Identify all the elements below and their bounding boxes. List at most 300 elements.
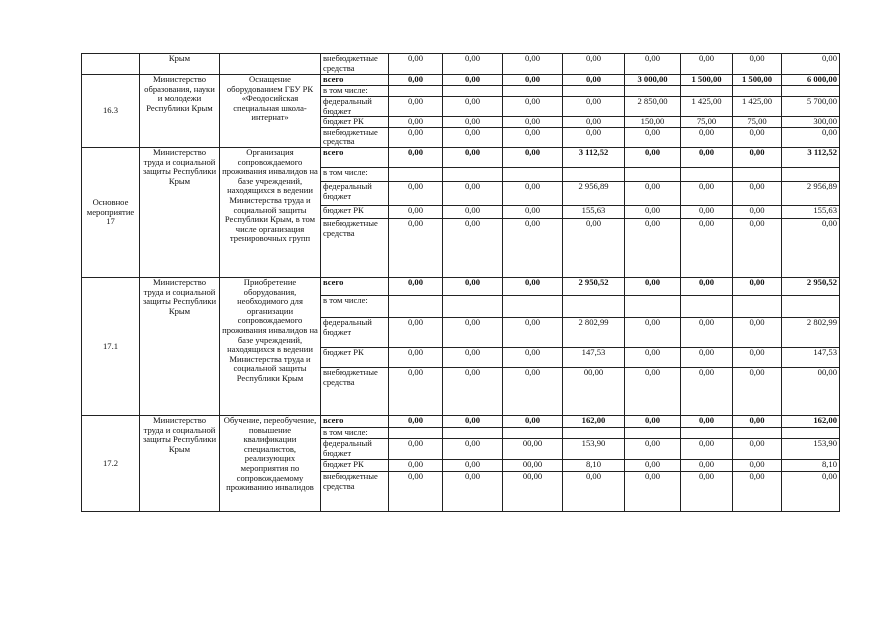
year-value-cell bbox=[681, 277, 733, 295]
year-value: 0,00 bbox=[524, 147, 541, 157]
year-value-cell bbox=[681, 97, 733, 117]
year-value-cell bbox=[733, 97, 782, 117]
year-value: 0,00 bbox=[698, 127, 715, 137]
item-number-cell bbox=[82, 277, 140, 415]
year-value-cell bbox=[625, 427, 681, 438]
year-value-cell bbox=[625, 218, 681, 277]
year-value-cell bbox=[563, 415, 625, 427]
year-value: 0,00 bbox=[698, 471, 715, 481]
funding-source-label: федеральный бюджет bbox=[323, 96, 372, 116]
funding-source-label: бюджет РК bbox=[323, 116, 364, 127]
year-value: 0,00 bbox=[464, 317, 481, 327]
table-body bbox=[82, 54, 840, 512]
year-value-cell bbox=[681, 86, 733, 97]
funding-source-label: всего bbox=[323, 147, 344, 157]
year-value-cell bbox=[681, 117, 733, 128]
funding-source-cell bbox=[321, 167, 389, 181]
year-value-cell bbox=[563, 147, 625, 167]
funding-source-label: бюджет РК bbox=[323, 205, 364, 215]
year-value-cell bbox=[733, 205, 782, 218]
year-value-cell bbox=[563, 367, 625, 415]
year-value-cell bbox=[625, 459, 681, 471]
total-value-cell bbox=[782, 181, 840, 205]
year-value-cell bbox=[563, 347, 625, 367]
year-value-cell bbox=[443, 75, 503, 86]
year-value: 0,00 bbox=[698, 367, 715, 377]
year-value: 0,00 bbox=[524, 116, 541, 127]
year-value-cell bbox=[443, 54, 503, 75]
funding-source-cell bbox=[321, 471, 389, 511]
year-value: 0,00 bbox=[464, 147, 481, 157]
year-value: 0,00 bbox=[407, 181, 424, 191]
year-value: 00,00 bbox=[522, 459, 543, 469]
year-value-cell bbox=[563, 127, 625, 147]
year-value: 0,00 bbox=[698, 317, 715, 327]
year-value: 8,10 bbox=[585, 459, 602, 469]
funding-source-label: всего bbox=[323, 277, 344, 287]
year-value: 00,00 bbox=[583, 367, 604, 377]
year-value-cell bbox=[625, 347, 681, 367]
funding-source-cell bbox=[321, 117, 389, 128]
executor-text: Министерство труда и социальной защиты Республики Крым bbox=[142, 277, 217, 316]
year-value-cell bbox=[681, 167, 733, 181]
funding-source-label: бюджет РК bbox=[323, 459, 364, 469]
total-value: 8,10 bbox=[821, 459, 837, 469]
year-value-cell bbox=[503, 75, 563, 86]
year-value: 0,00 bbox=[644, 147, 661, 157]
year-value: 0,00 bbox=[644, 415, 661, 425]
year-value-cell bbox=[625, 295, 681, 317]
year-value-cell bbox=[681, 218, 733, 277]
year-value: 0,00 bbox=[524, 74, 541, 84]
total-value-cell bbox=[782, 218, 840, 277]
year-value: 0,00 bbox=[644, 471, 661, 481]
total-value: 5 700,00 bbox=[806, 96, 837, 106]
year-value: 00,00 bbox=[522, 438, 543, 448]
year-value: 0,00 bbox=[644, 218, 661, 228]
year-value-cell bbox=[443, 127, 503, 147]
year-value: 0,00 bbox=[698, 277, 715, 287]
total-value-cell bbox=[782, 295, 840, 317]
year-value-cell bbox=[389, 347, 443, 367]
year-value-cell bbox=[563, 471, 625, 511]
year-value-cell bbox=[625, 367, 681, 415]
year-value-cell bbox=[563, 295, 625, 317]
year-value: 0,00 bbox=[585, 53, 602, 63]
year-value-cell bbox=[443, 97, 503, 117]
year-value: 0,00 bbox=[644, 277, 661, 287]
year-value-cell bbox=[389, 277, 443, 295]
year-value-cell bbox=[563, 317, 625, 347]
funding-source-cell bbox=[321, 97, 389, 117]
activity-cell bbox=[220, 75, 321, 148]
year-value: 0,00 bbox=[464, 181, 481, 191]
year-value: 1 500,00 bbox=[691, 74, 722, 84]
item-number-cell bbox=[82, 147, 140, 277]
year-value-cell bbox=[443, 438, 503, 459]
total-value-cell bbox=[782, 459, 840, 471]
year-value: 0,00 bbox=[524, 181, 541, 191]
year-value: 0,00 bbox=[524, 53, 541, 63]
year-value: 0,00 bbox=[524, 205, 541, 215]
year-value-cell bbox=[733, 367, 782, 415]
year-value-cell bbox=[503, 218, 563, 277]
executor-cell bbox=[140, 54, 220, 75]
year-value-cell bbox=[389, 127, 443, 147]
funding-source-label: внебюджетные средства bbox=[323, 127, 378, 147]
year-value: 0,00 bbox=[585, 218, 602, 228]
year-value: 0,00 bbox=[464, 415, 481, 425]
year-value-cell bbox=[389, 218, 443, 277]
total-value: 2 950,52 bbox=[806, 277, 837, 287]
total-value: 155,63 bbox=[813, 205, 837, 215]
year-value: 0,00 bbox=[524, 317, 541, 327]
year-value: 0,00 bbox=[749, 277, 765, 287]
year-value-cell bbox=[681, 75, 733, 86]
year-value-cell bbox=[681, 205, 733, 218]
year-value-cell bbox=[563, 427, 625, 438]
year-value-cell bbox=[681, 181, 733, 205]
executor-cell bbox=[140, 415, 220, 511]
year-value: 0,00 bbox=[749, 459, 765, 469]
funding-source-label: внебюджетные средства bbox=[323, 53, 378, 73]
year-value-cell bbox=[443, 205, 503, 218]
year-value: 0,00 bbox=[464, 127, 481, 137]
activity-text: Приобретение оборудования, необходимого для организации сопровождаемого проживания инвалидов на базе учреждений, находящихся в ведении Министерства труда и социальной защиты Республики Крым bbox=[222, 277, 318, 383]
year-value: 2 850,00 bbox=[637, 96, 668, 106]
item-number-text: Основное мероприятие 17 bbox=[86, 197, 135, 227]
year-value: 3 112,52 bbox=[578, 147, 609, 157]
year-value-cell bbox=[389, 459, 443, 471]
year-value-cell bbox=[503, 471, 563, 511]
funding-source-cell bbox=[321, 205, 389, 218]
year-value: 0,00 bbox=[464, 74, 481, 84]
year-value: 0,00 bbox=[698, 53, 715, 63]
year-value-cell bbox=[733, 438, 782, 459]
year-value-cell bbox=[389, 147, 443, 167]
year-value-cell bbox=[681, 415, 733, 427]
year-value: 0,00 bbox=[698, 347, 715, 357]
year-value: 0,00 bbox=[407, 205, 424, 215]
funding-source-cell bbox=[321, 277, 389, 295]
year-value: 0,00 bbox=[644, 317, 661, 327]
year-value-cell bbox=[443, 347, 503, 367]
total-value: 0,00 bbox=[821, 53, 837, 63]
year-value-cell bbox=[563, 181, 625, 205]
total-value-cell bbox=[782, 347, 840, 367]
year-value-cell bbox=[733, 277, 782, 295]
executor-cell bbox=[140, 75, 220, 148]
year-value-cell bbox=[681, 459, 733, 471]
executor-text: Крым bbox=[168, 53, 191, 63]
year-value-cell bbox=[443, 277, 503, 295]
executor-text: Министерство труда и социальной защиты Республики Крым bbox=[142, 147, 217, 186]
year-value: 0,00 bbox=[644, 438, 661, 448]
year-value-cell bbox=[389, 317, 443, 347]
total-value: 00,00 bbox=[817, 367, 837, 377]
year-value: 0,00 bbox=[698, 218, 715, 228]
year-value-cell bbox=[503, 54, 563, 75]
year-value-cell bbox=[503, 367, 563, 415]
year-value: 1 425,00 bbox=[741, 96, 773, 106]
year-value-cell bbox=[389, 295, 443, 317]
year-value-cell bbox=[625, 471, 681, 511]
activity-cell bbox=[220, 415, 321, 511]
year-value: 0,00 bbox=[698, 181, 715, 191]
year-value-cell bbox=[563, 75, 625, 86]
activity-cell bbox=[220, 277, 321, 415]
year-value-cell bbox=[443, 459, 503, 471]
year-value-cell bbox=[681, 427, 733, 438]
year-value-cell bbox=[389, 97, 443, 117]
year-value-cell bbox=[681, 295, 733, 317]
year-value-cell bbox=[733, 427, 782, 438]
year-value: 0,00 bbox=[407, 218, 424, 228]
year-value: 0,00 bbox=[644, 367, 661, 377]
year-value-cell bbox=[443, 415, 503, 427]
year-value-cell bbox=[625, 117, 681, 128]
total-value-cell bbox=[782, 127, 840, 147]
funding-source-cell bbox=[321, 415, 389, 427]
year-value-cell bbox=[503, 317, 563, 347]
total-value: 6 000,00 bbox=[806, 74, 837, 84]
year-value-cell bbox=[443, 147, 503, 167]
item-number-cell bbox=[82, 415, 140, 511]
total-value: 300,00 bbox=[813, 116, 837, 127]
year-value-cell bbox=[389, 86, 443, 97]
funding-source-cell bbox=[321, 427, 389, 438]
total-value: 0,00 bbox=[821, 127, 837, 137]
year-value: 0,00 bbox=[585, 74, 602, 84]
year-value: 0,00 bbox=[407, 347, 424, 357]
funding-source-cell bbox=[321, 218, 389, 277]
total-value-cell bbox=[782, 54, 840, 75]
year-value: 0,00 bbox=[407, 471, 424, 481]
year-value: 0,00 bbox=[464, 367, 481, 377]
item-number-text: 17.2 bbox=[102, 457, 119, 468]
year-value-cell bbox=[503, 415, 563, 427]
year-value: 2 802,99 bbox=[578, 317, 609, 327]
year-value: 0,00 bbox=[749, 53, 765, 63]
year-value: 0,00 bbox=[407, 277, 424, 287]
year-value: 0,00 bbox=[644, 205, 661, 215]
year-value-cell bbox=[503, 181, 563, 205]
year-value-cell bbox=[389, 471, 443, 511]
table-row bbox=[82, 277, 840, 295]
total-value: 2 802,99 bbox=[806, 317, 837, 327]
year-value: 0,00 bbox=[585, 127, 602, 137]
budget-table bbox=[81, 53, 840, 512]
year-value-cell bbox=[563, 205, 625, 218]
year-value-cell bbox=[733, 167, 782, 181]
year-value-cell bbox=[503, 427, 563, 438]
year-value-cell bbox=[443, 367, 503, 415]
year-value-cell bbox=[733, 86, 782, 97]
year-value-cell bbox=[733, 471, 782, 511]
year-value: 0,00 bbox=[464, 277, 481, 287]
year-value: 0,00 bbox=[464, 471, 481, 481]
year-value-cell bbox=[563, 438, 625, 459]
year-value-cell bbox=[625, 167, 681, 181]
funding-source-label: внебюджетные средства bbox=[323, 367, 378, 387]
year-value-cell bbox=[625, 181, 681, 205]
item-number-cell bbox=[82, 75, 140, 148]
total-value-cell bbox=[782, 86, 840, 97]
year-value: 0,00 bbox=[464, 116, 481, 127]
year-value: 0,00 bbox=[464, 459, 481, 469]
year-value: 0,00 bbox=[749, 317, 765, 327]
year-value: 0,00 bbox=[464, 96, 481, 106]
year-value: 0,00 bbox=[524, 218, 541, 228]
funding-source-label: внебюджетные средства bbox=[323, 471, 378, 491]
year-value-cell bbox=[563, 459, 625, 471]
year-value-cell bbox=[733, 147, 782, 167]
table-row bbox=[82, 75, 840, 86]
year-value-cell bbox=[389, 438, 443, 459]
year-value-cell bbox=[389, 367, 443, 415]
year-value: 00,00 bbox=[522, 471, 543, 481]
year-value: 0,00 bbox=[749, 181, 765, 191]
year-value-cell bbox=[625, 54, 681, 75]
year-value: 0,00 bbox=[749, 471, 765, 481]
funding-source-label: внебюджетные средства bbox=[323, 218, 378, 238]
year-value: 0,00 bbox=[407, 127, 424, 137]
year-value-cell bbox=[563, 218, 625, 277]
activity-text: Оснащение оборудованием ГБУ РК «Феодосийская специальная школа-интернат» bbox=[226, 74, 314, 123]
total-value: 0,00 bbox=[821, 218, 837, 228]
total-value: 3 112,52 bbox=[807, 147, 837, 157]
year-value-cell bbox=[563, 86, 625, 97]
funding-source-cell bbox=[321, 295, 389, 317]
year-value: 0,00 bbox=[524, 96, 541, 106]
year-value: 75,00 bbox=[747, 116, 767, 127]
year-value-cell bbox=[503, 147, 563, 167]
year-value-cell bbox=[563, 97, 625, 117]
funding-source-cell bbox=[321, 347, 389, 367]
year-value-cell bbox=[625, 147, 681, 167]
total-value-cell bbox=[782, 167, 840, 181]
activity-text: Организация сопровождаемого проживания инвалидов на базе учреждений, находящихся в ведении Министерства труда и социальной защиты Республики Крым, в том числе организация тренировочных групп bbox=[222, 147, 318, 244]
table-row bbox=[82, 54, 840, 75]
year-value-cell bbox=[733, 317, 782, 347]
year-value-cell bbox=[389, 205, 443, 218]
year-value-cell bbox=[503, 438, 563, 459]
executor-text: Министерство труда и социальной защиты Республики Крым bbox=[142, 415, 217, 454]
year-value: 162,00 bbox=[581, 415, 606, 425]
executor-cell bbox=[140, 147, 220, 277]
year-value-cell bbox=[503, 97, 563, 117]
year-value-cell bbox=[503, 127, 563, 147]
year-value: 0,00 bbox=[749, 127, 765, 137]
year-value-cell bbox=[681, 317, 733, 347]
total-value-cell bbox=[782, 277, 840, 295]
year-value-cell bbox=[389, 427, 443, 438]
year-value-cell bbox=[681, 438, 733, 459]
year-value: 1 500,00 bbox=[741, 74, 773, 84]
year-value-cell bbox=[503, 347, 563, 367]
funding-source-cell bbox=[321, 367, 389, 415]
year-value: 2 950,52 bbox=[578, 277, 609, 287]
year-value: 0,00 bbox=[524, 367, 541, 377]
year-value: 0,00 bbox=[407, 147, 424, 157]
funding-source-cell bbox=[321, 438, 389, 459]
year-value: 0,00 bbox=[585, 116, 602, 127]
year-value: 0,00 bbox=[585, 471, 602, 481]
activity-text: Обучение, переобучение, повышение квалификации специалистов, реализующих мероприятия по сопровождаемому проживанию инвалидов bbox=[223, 415, 317, 493]
funding-source-label: федеральный бюджет bbox=[323, 438, 372, 458]
year-value: 75,00 bbox=[696, 116, 717, 127]
year-value: 0,00 bbox=[749, 347, 765, 357]
year-value-cell bbox=[733, 127, 782, 147]
year-value: 0,00 bbox=[644, 347, 661, 357]
total-value-cell bbox=[782, 438, 840, 459]
executor-cell bbox=[140, 277, 220, 415]
year-value-cell bbox=[443, 181, 503, 205]
year-value: 1 425,00 bbox=[691, 96, 722, 106]
funding-source-cell bbox=[321, 127, 389, 147]
year-value-cell bbox=[733, 117, 782, 128]
year-value-cell bbox=[681, 147, 733, 167]
year-value-cell bbox=[443, 86, 503, 97]
year-value-cell bbox=[625, 75, 681, 86]
year-value-cell bbox=[733, 181, 782, 205]
year-value-cell bbox=[733, 75, 782, 86]
year-value-cell bbox=[733, 218, 782, 277]
funding-source-cell bbox=[321, 459, 389, 471]
year-value-cell bbox=[563, 277, 625, 295]
activity-cell bbox=[220, 54, 321, 75]
year-value: 0,00 bbox=[749, 367, 765, 377]
year-value-cell bbox=[389, 117, 443, 128]
year-value-cell bbox=[625, 317, 681, 347]
year-value-cell bbox=[681, 54, 733, 75]
year-value: 0,00 bbox=[524, 127, 541, 137]
year-value: 0,00 bbox=[644, 181, 661, 191]
year-value-cell bbox=[503, 459, 563, 471]
year-value-cell bbox=[733, 347, 782, 367]
year-value: 0,00 bbox=[749, 415, 765, 425]
year-value-cell bbox=[389, 181, 443, 205]
total-value: 147,53 bbox=[813, 347, 837, 357]
table-row bbox=[82, 415, 840, 427]
year-value: 0,00 bbox=[749, 205, 765, 215]
year-value-cell bbox=[625, 127, 681, 147]
year-value-cell bbox=[733, 415, 782, 427]
year-value-cell bbox=[625, 438, 681, 459]
item-number-text: 16.3 bbox=[102, 105, 119, 116]
year-value: 0,00 bbox=[464, 53, 481, 63]
year-value: 0,00 bbox=[644, 127, 661, 137]
year-value-cell bbox=[681, 347, 733, 367]
year-value-cell bbox=[733, 295, 782, 317]
year-value-cell bbox=[389, 75, 443, 86]
year-value: 3 000,00 bbox=[637, 74, 668, 84]
total-value-cell bbox=[782, 317, 840, 347]
funding-source-label: федеральный бюджет bbox=[323, 317, 372, 337]
year-value: 0,00 bbox=[407, 415, 424, 425]
year-value-cell bbox=[503, 205, 563, 218]
year-value: 0,00 bbox=[407, 438, 424, 448]
year-value: 155,63 bbox=[581, 205, 606, 215]
year-value: 150,00 bbox=[640, 116, 665, 127]
year-value-cell bbox=[389, 54, 443, 75]
year-value: 0,00 bbox=[464, 438, 481, 448]
year-value-cell bbox=[733, 54, 782, 75]
year-value-cell bbox=[733, 459, 782, 471]
total-value-cell bbox=[782, 427, 840, 438]
year-value: 147,53 bbox=[581, 347, 606, 357]
item-number-cell bbox=[82, 54, 140, 75]
